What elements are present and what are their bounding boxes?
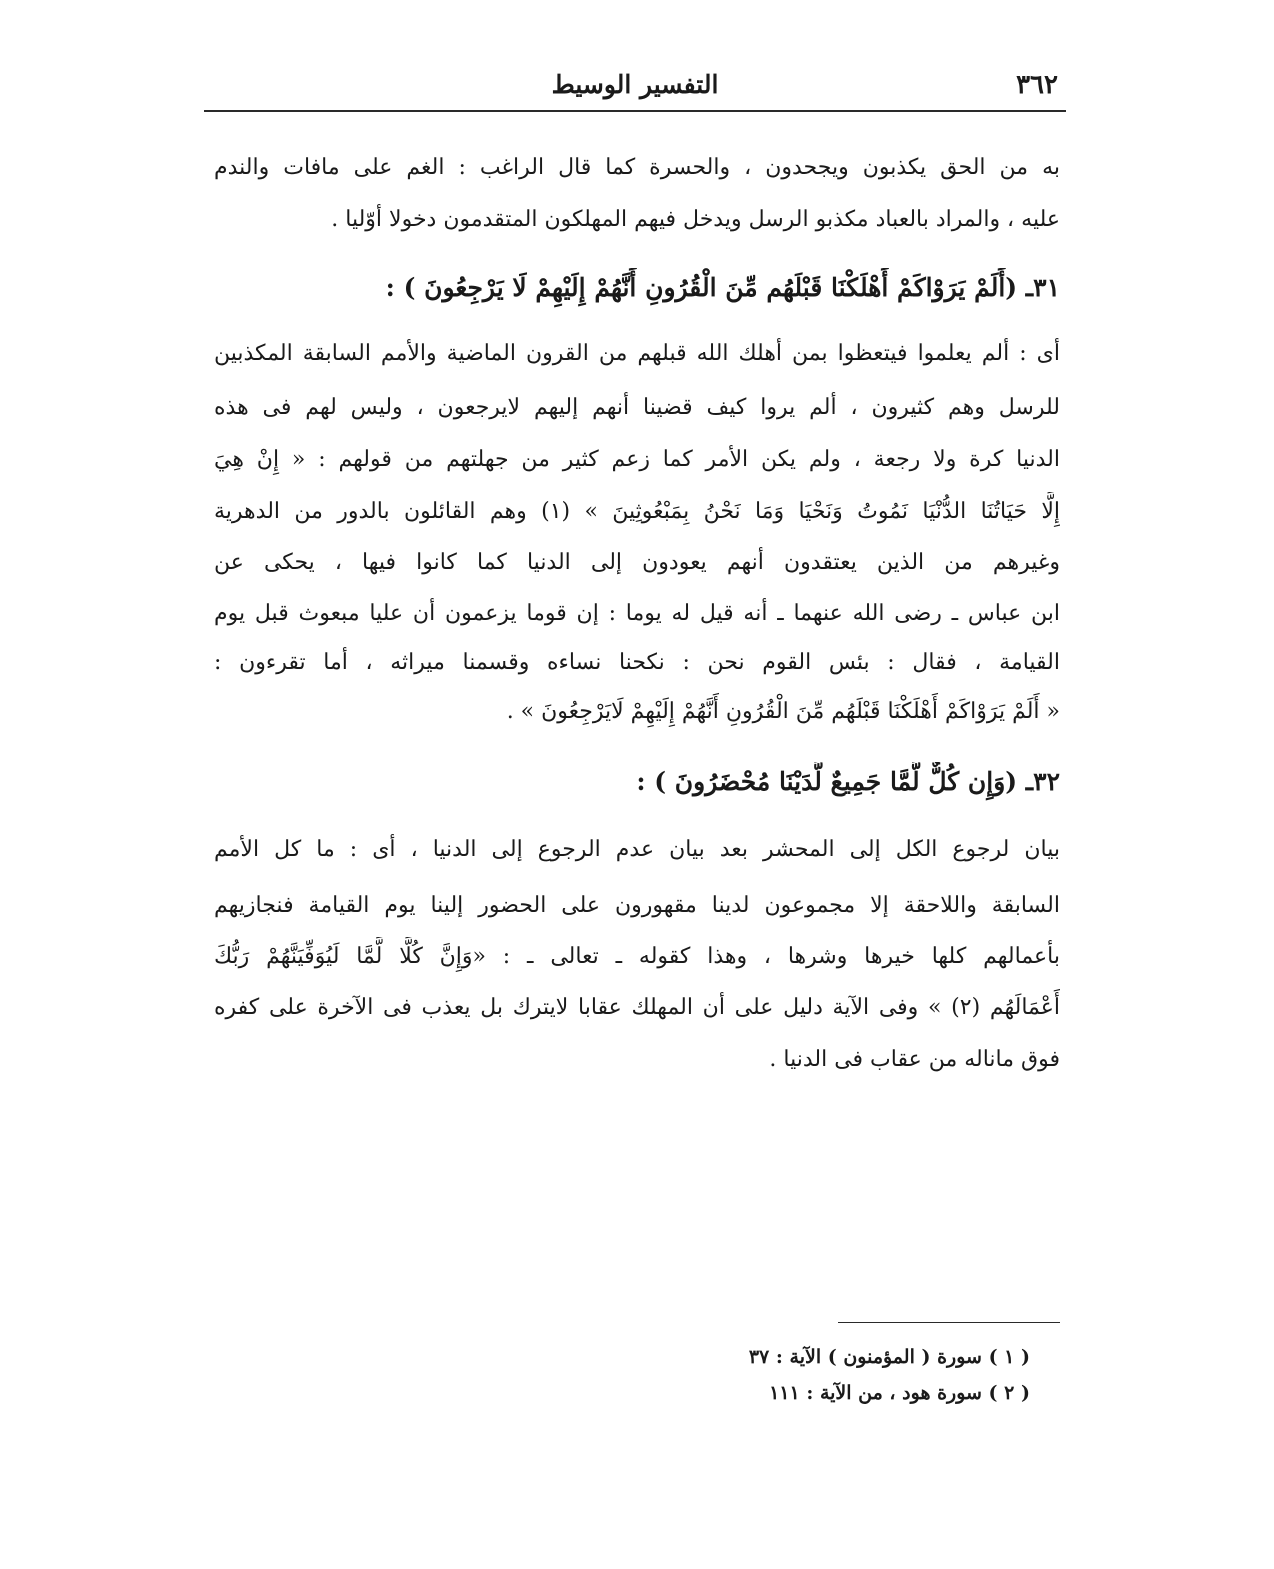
text-line: إِلَّا حَيَاتُنَا الدُّنْيَا نَمُوتُ وَنَحْيَا وَمَا نَحْنُ بِمَبْعُوثِينَ » (١) وهم القائلون بالدور من الدهرية (214, 499, 1060, 524)
text-line: فوق ماناله من عقاب فى الدنيا . (769, 1047, 1060, 1072)
running-title: التفسير الوسيط (551, 70, 719, 99)
text-line: « أَلَمْ يَرَوْاكَمْ أَهْلَكْنَا قَبْلَهُم مِّنَ الْقُرُونِ أَنَّهُمْ إِلَيْهِمْ لَايَرْجِعُونَ » . (506, 699, 1060, 724)
page-header (204, 66, 1066, 112)
text-line: أى : ألم يعلموا فيتعظوا بمن أهلك الله قبلهم من القرون الماضية والأمم السابقة المكذبين (214, 341, 1060, 366)
text-line: وغيرهم من الذين يعتقدون أنهم يعودون إلى الدنيا كما كانوا فيها ، يحكى عن (214, 550, 1060, 575)
footnote-2: ( ٢ ) سورة هود ، من الآية : ١١١ (769, 1382, 1030, 1404)
text-line: بيان لرجوع الكل إلى المحشر بعد بيان عدم الرجوع إلى الدنيا ، أى : ما كل الأمم (214, 837, 1060, 862)
verse-31-heading: ٣١ـ (أَلَمْ يَرَوْاكَمْ أَهْلَكْنَا قَبْلَهُم مِّنَ الْقُرُونِ أَنَّهُمْ إِلَيْهِمْ لَا يَرْجِعُونَ ) : (385, 273, 1060, 302)
text-line: الدنيا كرة ولا رجعة ، ولم يكن الأمر كما زعم كثير من جهلتهم من قولهم : « إِنْ هِيَ (214, 447, 1060, 472)
text-line: به من الحق يكذبون ويجحدون ، والحسرة كما قال الراغب : الغم على مافات والندم (214, 155, 1060, 180)
verse-32-heading: ٣٢ـ (وَإِن كُلٌّ لَّمَّا جَمِيعٌ لَّدَيْنَا مُحْضَرُونَ ) : (636, 767, 1060, 796)
page-number: ٣٦٢ (1016, 70, 1058, 100)
text-line: السابقة واللاحقة إلا مجموعون لدينا مقهورون على الحضور إلينا يوم القيامة فنجازيهم (214, 893, 1060, 918)
text-line: بأعمالهم كلها خيرها وشرها ، وهذا كقوله ـ تعالى ـ : «وَإِنَّ كُلًّا لَّمَّا لَيُوَفِّيَنَّهُمْ رَبُّكَ (214, 944, 1060, 969)
footnote-1: ( ١ ) سورة ( المؤمنون ) الآية : ٣٧ (748, 1346, 1030, 1368)
text-line: عليه ، والمراد بالعباد مكذبو الرسل ويدخل فيهم المهلكون المتقدمون دخولا أوّليا . (331, 207, 1060, 232)
footnote-divider (838, 1322, 1060, 1323)
text-line: أَعْمَالَهُم (٢) » وفى الآية دليل على أن المهلك عقابا لايترك بل يعذب فى الآخرة على كفره (214, 995, 1060, 1020)
text-line: القيامة ، فقال : بئس القوم نحن : نكحنا نساءه وقسمنا ميراثه ، أما تقرءون : (214, 650, 1060, 675)
text-line: ابن عباس ـ رضى الله عنهما ـ أنه قيل له يوما : إن قوما يزعمون أن عليا مبعوث قبل يوم (214, 601, 1060, 626)
text-line: للرسل وهم كثيرون ، ألم يروا كيف قضينا أنهم إليهم لايرجعون ، وليس لهم فى هذه (214, 395, 1060, 420)
